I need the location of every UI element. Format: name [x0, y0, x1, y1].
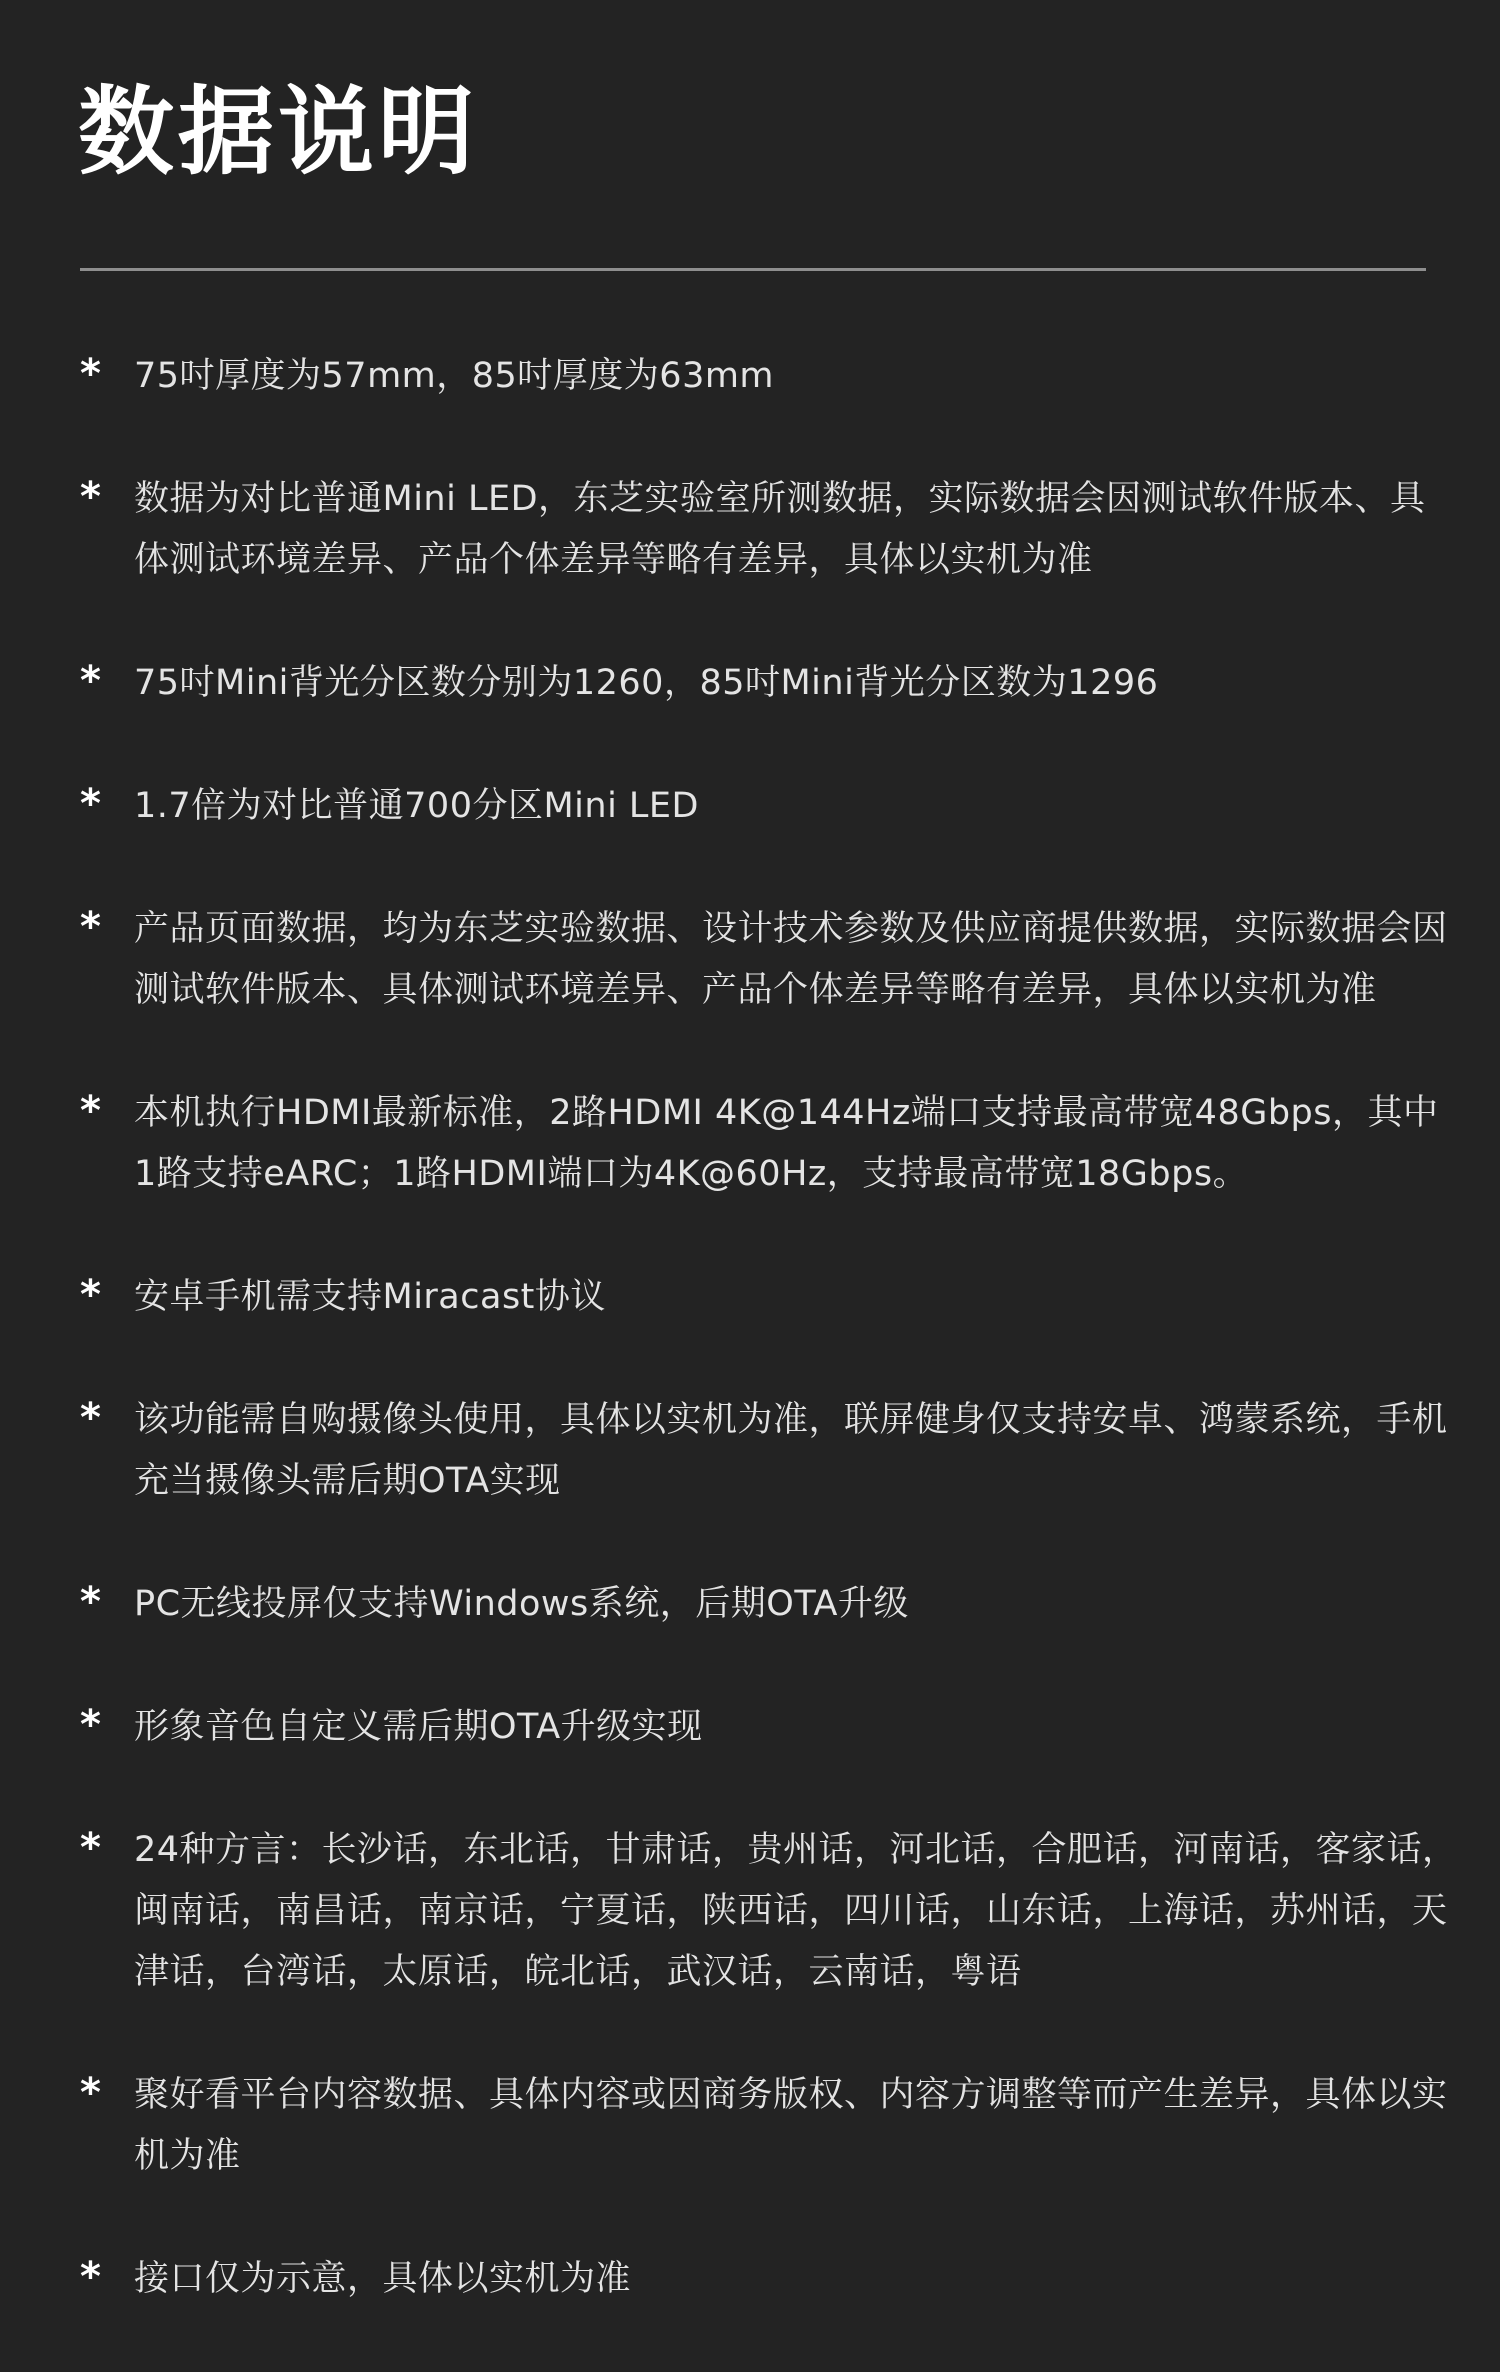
asterisk-bullet-icon: *: [80, 351, 101, 397]
note-item: [0, 346, 1500, 407]
note-text: PC无线投屏仅支持Windows系统，后期OTA升级: [134, 1584, 909, 1624]
asterisk-bullet-icon: *: [80, 2254, 101, 2300]
note-text: 数据为对比普通Mini LED，东芝实验室所测数据，实际数据会因测试软件版本、具体测试环境差异、产品个体差异等略有差异，具体以实机为准: [134, 479, 1426, 580]
asterisk-bullet-icon: *: [80, 781, 101, 827]
asterisk-bullet-icon: *: [80, 1395, 101, 1441]
note-item: [0, 469, 1500, 591]
note-item: [0, 1574, 1500, 1635]
note-text: 形象音色自定义需后期OTA升级实现: [134, 1707, 703, 1747]
note-text: 24种方言：长沙话，东北话，甘肃话，贵州话，河北话，合肥话，河南话，客家话，闽南话，南昌话，南京话，宁夏话，陕西话，四川话，山东话，上海话，苏州话，天津话，台湾话，太原话，皖北话，武汉话，云南话，粤语: [134, 1830, 1458, 1992]
page-title: 数据说明: [78, 76, 478, 188]
note-text: 接口仅为示意，具体以实机为准: [134, 2259, 632, 2299]
note-text: 本机执行HDMI最新标准，2路HDMI 4K@144Hz端口支持最高带宽48Gbps，其中1路支持eARC；1路HDMI端口为4K@60Hz，支持最高带宽18Gbps。: [134, 1093, 1439, 1194]
note-item: [0, 1083, 1500, 1205]
asterisk-bullet-icon: *: [80, 904, 101, 950]
note-item: [0, 1390, 1500, 1512]
note-text: 1.7倍为对比普通700分区Mini LED: [134, 786, 699, 826]
note-text: 聚好看平台内容数据、具体内容或因商务版权、内容方调整等而产生差异，具体以实机为准: [134, 2075, 1448, 2176]
note-item: [0, 653, 1500, 714]
notes-list: [0, 346, 1500, 2372]
asterisk-bullet-icon: *: [80, 474, 101, 520]
note-item: [0, 1820, 1500, 2003]
asterisk-bullet-icon: *: [80, 658, 101, 704]
note-text: 该功能需自购摄像头使用，具体以实机为准，联屏健身仅支持安卓、鸿蒙系统，手机充当摄像头需后期OTA实现: [134, 1400, 1448, 1501]
asterisk-bullet-icon: *: [80, 1702, 101, 1748]
asterisk-bullet-icon: *: [80, 1825, 101, 1871]
note-item: [0, 899, 1500, 1021]
note-text: 75吋厚度为57mm，85吋厚度为63mm: [134, 356, 775, 396]
asterisk-bullet-icon: *: [80, 2070, 101, 2116]
note-item: [0, 2065, 1500, 2187]
title-divider: [80, 268, 1426, 271]
asterisk-bullet-icon: *: [80, 1088, 101, 1134]
note-item: [0, 1697, 1500, 1758]
note-item: [0, 2249, 1500, 2310]
asterisk-bullet-icon: *: [80, 1272, 101, 1318]
note-text: 产品页面数据，均为东芝实验数据、设计技术参数及供应商提供数据，实际数据会因测试软件版本、具体测试环境差异、产品个体差异等略有差异，具体以实机为准: [134, 909, 1448, 1010]
note-text: 安卓手机需支持Miracast协议: [134, 1277, 606, 1317]
note-item: [0, 776, 1500, 837]
asterisk-bullet-icon: *: [80, 1579, 101, 1625]
note-item: [0, 1267, 1500, 1328]
note-text: 75吋Mini背光分区数分别为1260，85吋Mini背光分区数为1296: [134, 663, 1159, 703]
